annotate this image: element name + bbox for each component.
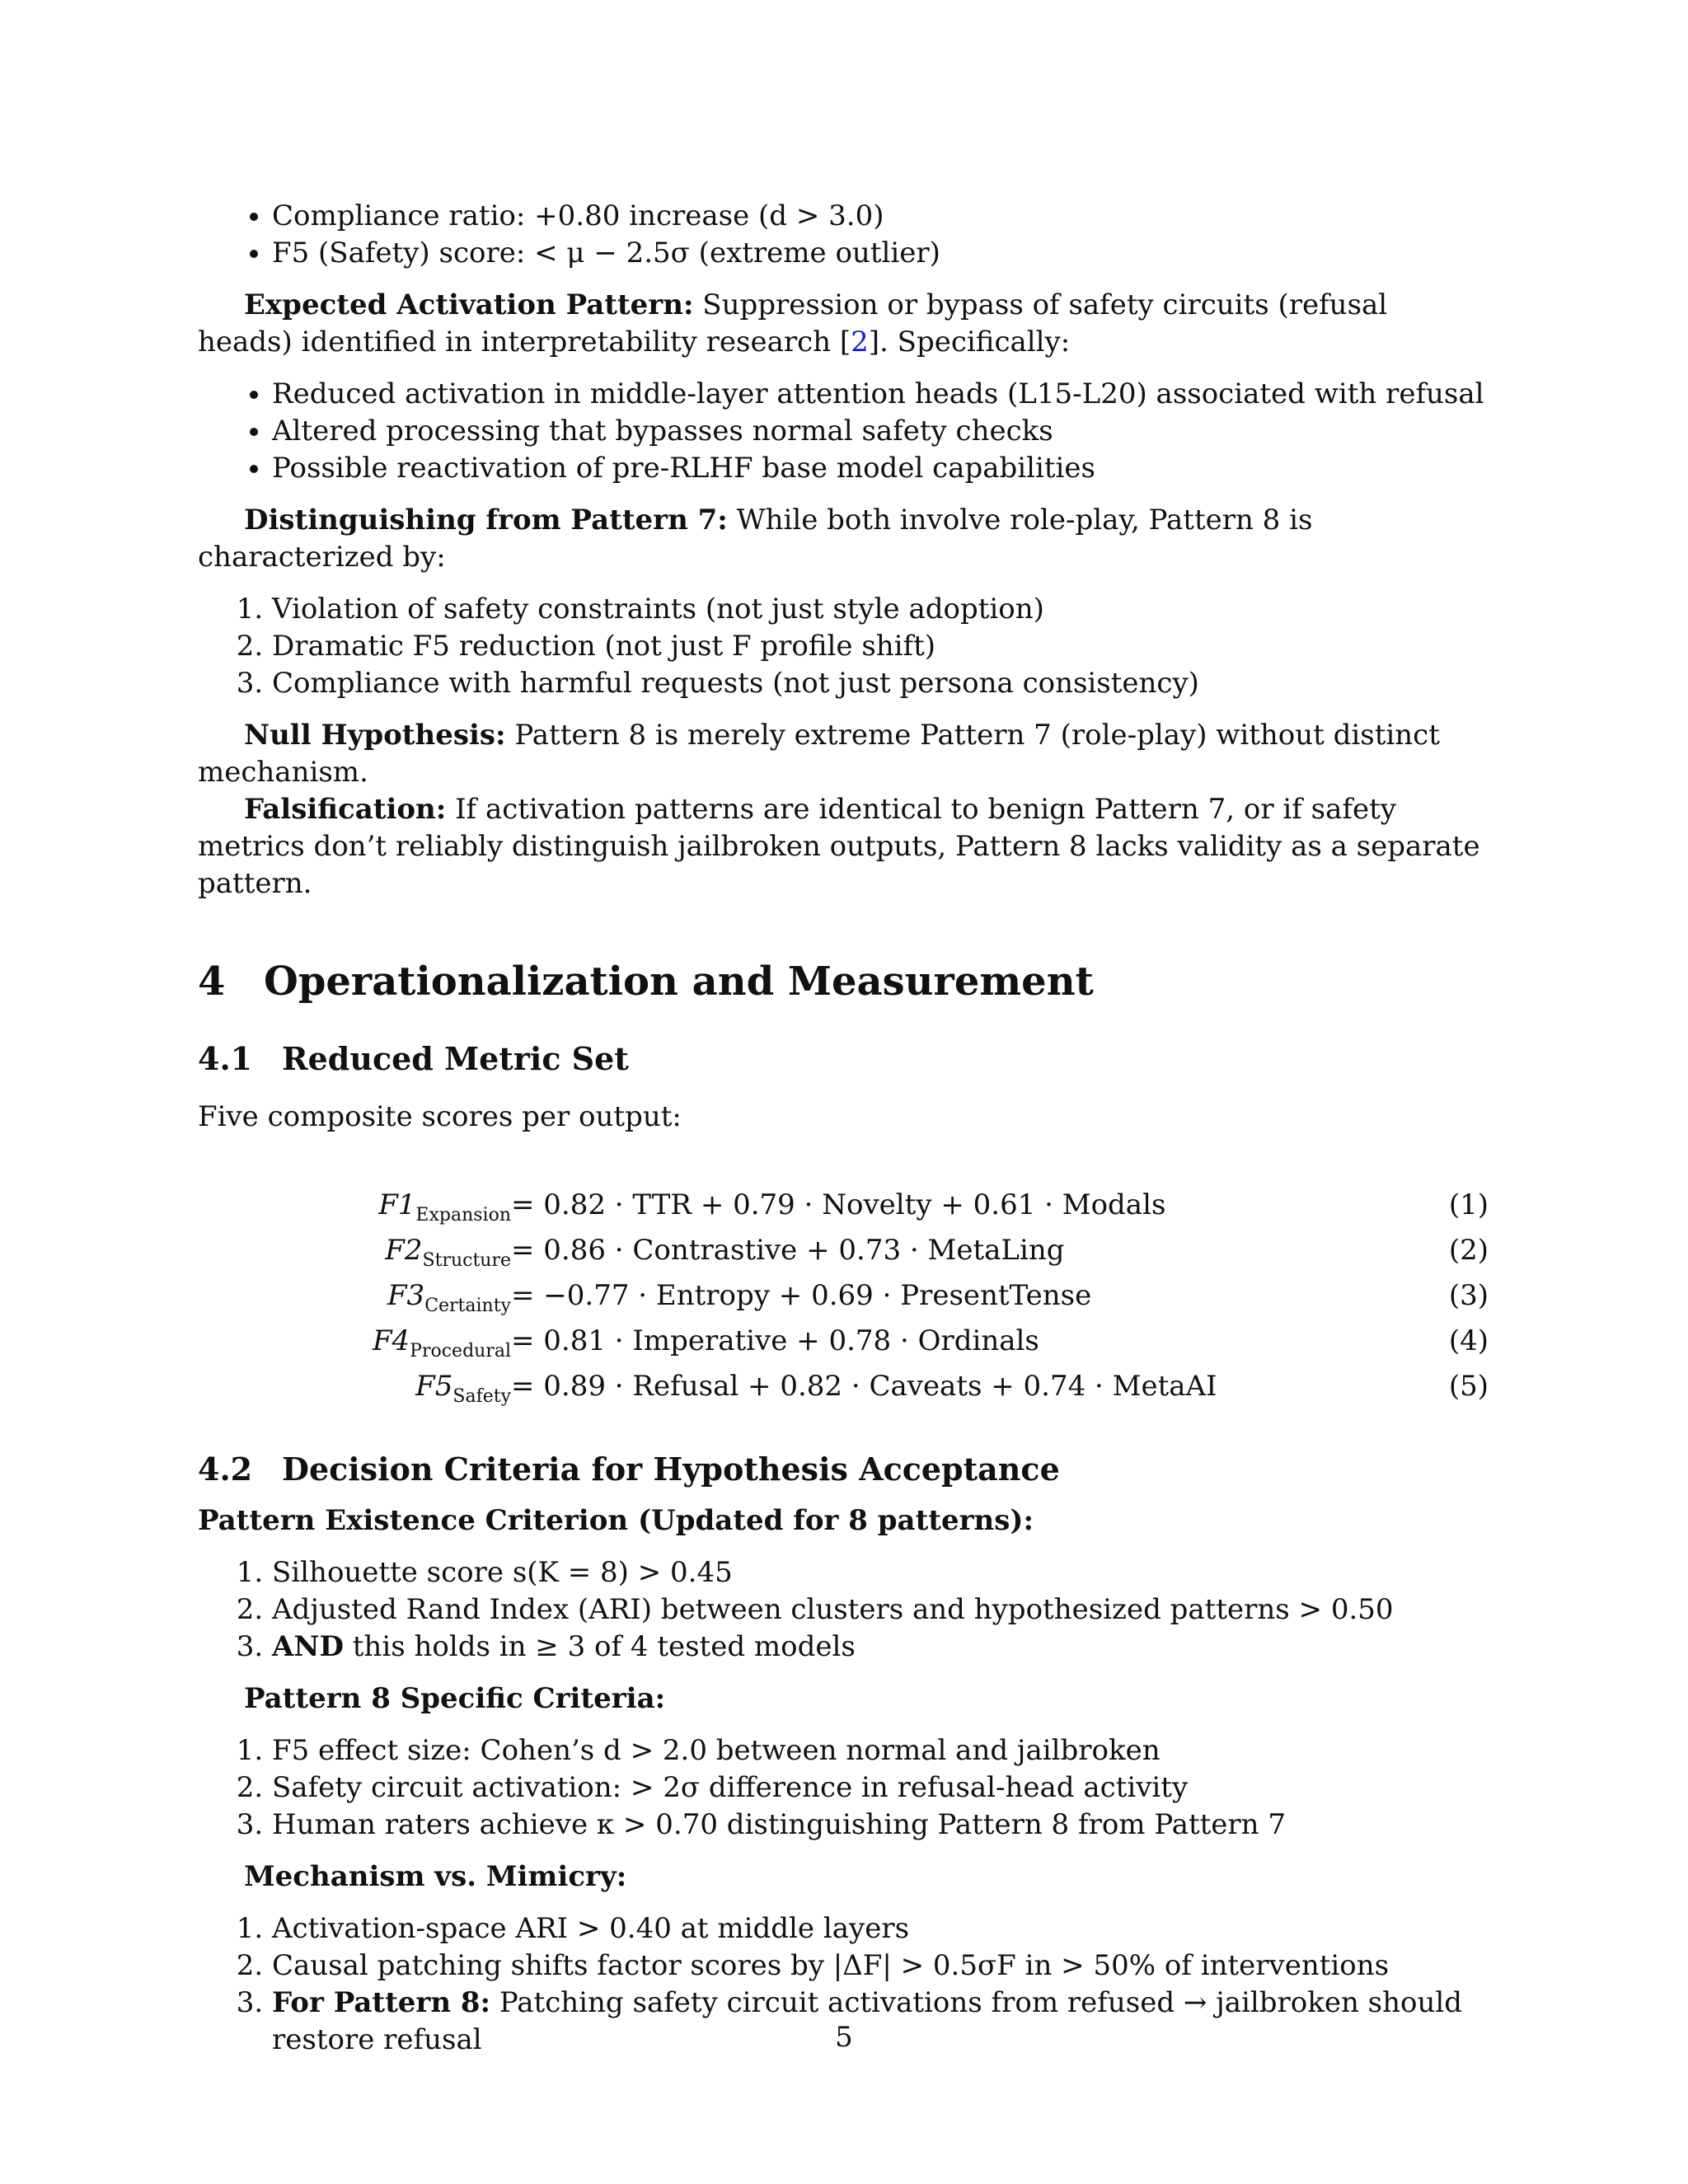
equation-row (198, 1277, 1489, 1323)
equation-row (198, 1187, 1489, 1232)
equation-lhs: $F2_{Structure}$ (385, 1234, 511, 1271)
list-item: 1. Activation-space ARI > 0.40 at middle layers (272, 1910, 1489, 1947)
citation-link[interactable]: 2 (851, 326, 869, 359)
equation-row (198, 1232, 1489, 1277)
equation-lhs: $F4_{Procedural}$ (372, 1324, 511, 1361)
criterion-heading: Pattern Existence Criterion (Updated for 8 patterns): (198, 1504, 1034, 1537)
criterion-heading: Mechanism vs. Mimicry: (244, 1860, 627, 1893)
equation-row (198, 1323, 1489, 1368)
subsection-number: 4.1 (198, 1040, 253, 1077)
equation-lhs: $F1_{Expansion}$ (378, 1188, 511, 1226)
paragraph-label: Distinguishing from Pattern 7: (244, 504, 728, 537)
list-item: • Reduced activation in middle-layer attention heads (L15-L20) associated with refusal (272, 376, 1489, 413)
paragraph-label: Falsification: (244, 793, 447, 826)
list-item: • Compliance ratio: +0.80 increase (d > 3.0) (272, 198, 1489, 235)
null-hypothesis-paragraph (198, 717, 1489, 791)
list-item: 3. AND this holds in ≥ 3 of 4 tested models (272, 1629, 1489, 1666)
list-item: 3. Compliance with harmful requests (not just persona consistency) (272, 665, 1489, 702)
activation-bullet-list (198, 376, 1489, 487)
equation-lhs: $F5_{Safety}$ (415, 1370, 511, 1407)
paragraph-label: Null Hypothesis: (244, 719, 506, 752)
distinguishing-list (198, 591, 1489, 702)
section-title: Operationalization and Measurement (264, 958, 1094, 1005)
equation-number: (2) (1448, 1234, 1489, 1267)
subsection-heading (198, 1448, 1489, 1491)
list-item: 2. Causal patching shifts factor scores by |ΔF| > 0.5σF in > 50% of interventions (272, 1947, 1489, 1985)
equation-number: (1) (1448, 1188, 1489, 1221)
equation-number: (4) (1448, 1324, 1489, 1357)
list-item: • Altered processing that bypasses normal safety checks (272, 413, 1489, 450)
subsection-number: 4.2 (198, 1451, 253, 1488)
section-number: 4 (198, 958, 226, 1005)
equation-rhs: = 0.89 · Refusal + 0.82 · Caveats + 0.74 · MetaAI (511, 1370, 1217, 1403)
list-item: 1. F5 effect size: Cohen’s d > 2.0 between normal and jailbroken (272, 1732, 1489, 1769)
expected-activation-paragraph (198, 287, 1489, 361)
existence-criteria-list (198, 1554, 1489, 1666)
paragraph-text: ]. Specifically: (868, 326, 1071, 359)
equation-number: (3) (1448, 1279, 1489, 1312)
equation-block (198, 1187, 1489, 1413)
page-number: 5 (835, 2021, 853, 2054)
intro-text: Five composite scores per output: (198, 1100, 682, 1133)
equation-lhs: $F3_{Certainty}$ (387, 1279, 511, 1316)
list-item: • Possible reactivation of pre-RLHF base model capabilities (272, 450, 1489, 487)
subsection-title: Reduced Metric Set (282, 1040, 629, 1077)
list-item: 1. Violation of safety constraints (not just style adoption) (272, 591, 1489, 628)
list-item: 2. Adjusted Rand Index (ARI) between clusters and hypothesized patterns > 0.50 (272, 1591, 1489, 1629)
falsification-paragraph (198, 791, 1489, 902)
paragraph-text: While both involve role-play, Pattern 8 is characterized by: (198, 504, 1313, 574)
equation-rhs: = 0.82 · TTR + 0.79 · Novelty + 0.61 · Modals (511, 1188, 1166, 1221)
equation-rhs: = −0.77 · Entropy + 0.69 · PresentTense (511, 1279, 1092, 1312)
pattern8-criteria-list (198, 1732, 1489, 1844)
paragraph-text: Pattern 8 is merely extreme Pattern 7 (role-play) without distinct mechanism. (198, 719, 1440, 789)
list-item: 1. Silhouette score s(K = 8) > 0.45 (272, 1554, 1489, 1591)
page-body (198, 198, 1489, 2059)
paragraph-label: Expected Activation Pattern: (244, 288, 694, 321)
paragraph-text: If activation patterns are identical to benign Pattern 7, or if safety metrics don’t reliably distinguish jailbroken outputs, Pattern 8 lacks validity as a separate pattern. (198, 793, 1480, 900)
distinguishing-paragraph (198, 502, 1489, 576)
top-bullet-list (198, 198, 1489, 272)
list-item: 3. For Pattern 8: Patching safety circuit activations from refused → jailbroken should restore refusal (272, 1985, 1489, 2059)
equation-number: (5) (1448, 1370, 1489, 1403)
criterion-heading: Pattern 8 Specific Criteria: (244, 1682, 666, 1715)
subsection-title: Decision Criteria for Hypothesis Acceptance (282, 1451, 1060, 1488)
list-item: 3. Human raters achieve κ > 0.70 distinguishing Pattern 8 from Pattern 7 (272, 1807, 1489, 1844)
equation-row (198, 1368, 1489, 1413)
paragraph-text: Suppression or bypass of safety circuits (refusal heads) identified in interpretability research [ (198, 288, 1388, 359)
subsection-heading (198, 1038, 1489, 1080)
list-item: 2. Safety circuit activation: > 2σ difference in refusal-head activity (272, 1769, 1489, 1807)
list-item: • F5 (Safety) score: < μ − 2.5σ (extreme outlier) (272, 235, 1489, 272)
equation-rhs: = 0.81 · Imperative + 0.78 · Ordinals (511, 1324, 1039, 1357)
equation-rhs: = 0.86 · Contrastive + 0.73 · MetaLing (511, 1234, 1065, 1267)
list-item: 2. Dramatic F5 reduction (not just F profile shift) (272, 628, 1489, 665)
section-heading (198, 955, 1489, 1008)
